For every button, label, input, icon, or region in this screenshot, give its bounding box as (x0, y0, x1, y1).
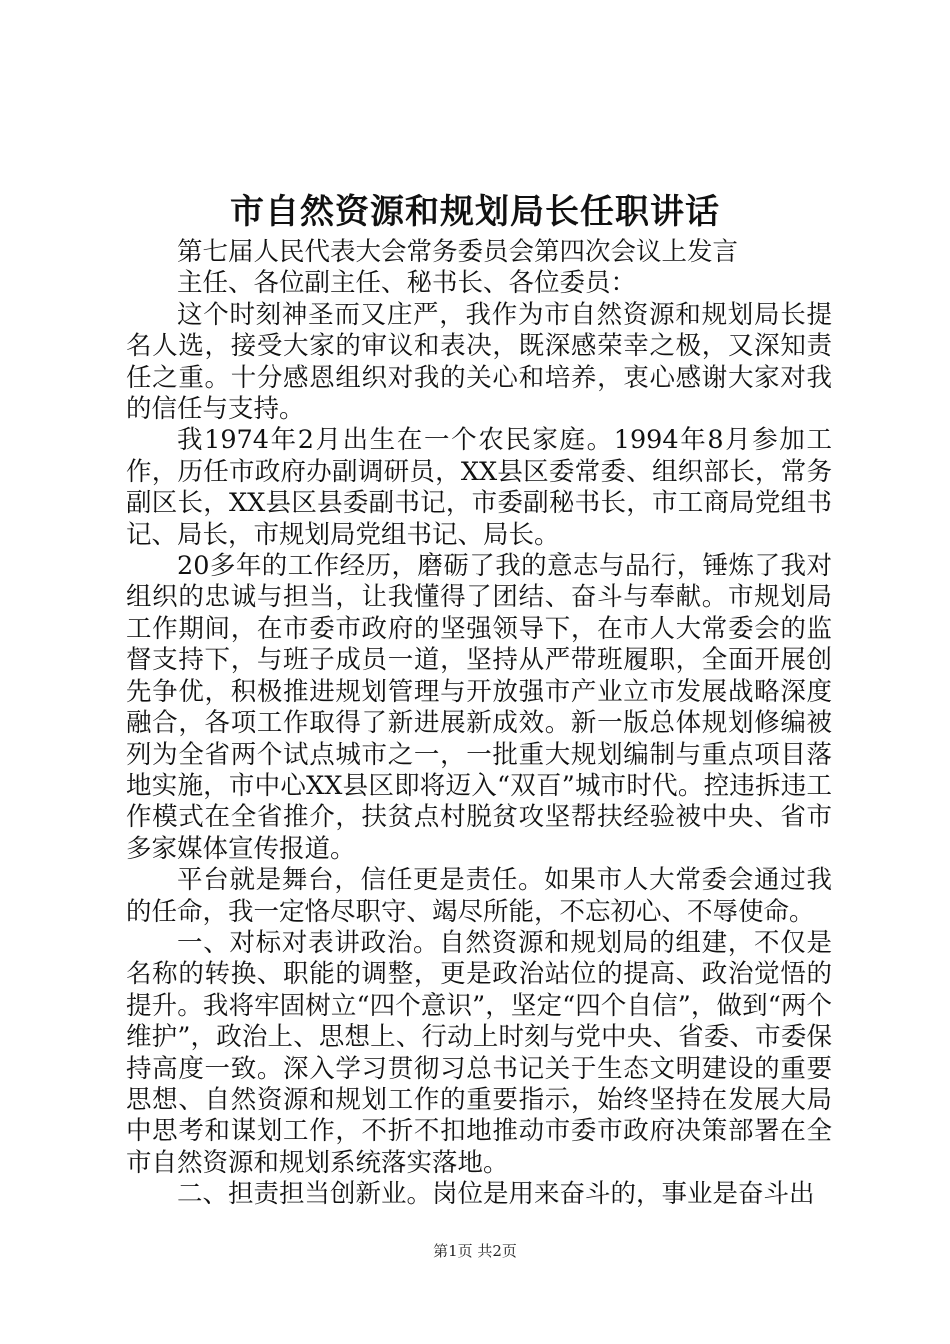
paragraph: 一、对标对表讲政治。自然资源和规划局的组建，不仅是名称的转换、职能的调整，更是政治站位的提高、政治觉悟的提升。我将牢固树立“四个意识”，坚定“四个自信”，做到“两个维护”，政治上、思想上、行动上时刻与党中央、省委、市委保持高度一致。深入学习贯彻习总书记关于生态文明建设的重要思想、自然资源和规划工作的重要指示，始终坚持在发展大局中思考和谋划工作，不折不扣地推动市委市政府决策部署在全市自然资源和规划系统落实落地。 (126, 927, 832, 1178)
salutation: 主任、各位副主任、秘书长、各位委员： (177, 268, 637, 299)
page-number-footer: 第1页 共2页 (433, 1242, 517, 1260)
paragraph: 这个时刻神圣而又庄严，我作为市自然资源和规划局长提名人选，接受大家的审议和表决，既深感荣幸之极，又深知责任之重。十分感恩组织对我的关心和培养，衷心感谢大家对我的信任与支持。 (126, 299, 832, 425)
paragraph: 平台就是舞台，信任更是责任。如果市人大常委会通过我的任命，我一定恪尽职守、竭尽所能，不忘初心、不辱使命。 (126, 865, 832, 927)
meeting-line: 第七届人民代表大会常务委员会第四次会议上发言 (177, 237, 739, 267)
document-title: 市自然资源和规划局长任职讲话 (230, 192, 720, 232)
document-body (126, 237, 832, 1211)
paragraph: 20多年的工作经历，磨砺了我的意志与品行，锤炼了我对组织的忠诚与担当，让我懂得了团结、奋斗与奉献。市规划局工作期间，在市委市政府的坚强领导下，在市人大常委会的监督支持下，与班子成员一道，坚持从严带班履职，全面开展创先争优，积极推进规划管理与开放强市产业立市发展战略深度融合，各项工作取得了新进展新成效。新一版总体规划修编被列为全省两个试点城市之一，一批重大规划编制与重点项目落地实施，市中心XX县区即将迈入“双百”城市时代。控违拆违工作模式在全省推介，扶贫点村脱贫攻坚帮扶经验被中央、省市多家媒体宣传报道。 (126, 551, 832, 864)
paragraph: 我1974年2月出生在一个农民家庭。1994年8月参加工作，历任市政府办副调研员，XX县区委常委、组织部长，常务副区长，XX县区县委副书记，市委副秘书长，市工商局党组书记、局长，市规划局党组书记、局长。 (126, 425, 832, 550)
paragraph: 二、担责担当创新业。岗位是用来奋斗的，事业是奋斗出 (177, 1179, 815, 1210)
